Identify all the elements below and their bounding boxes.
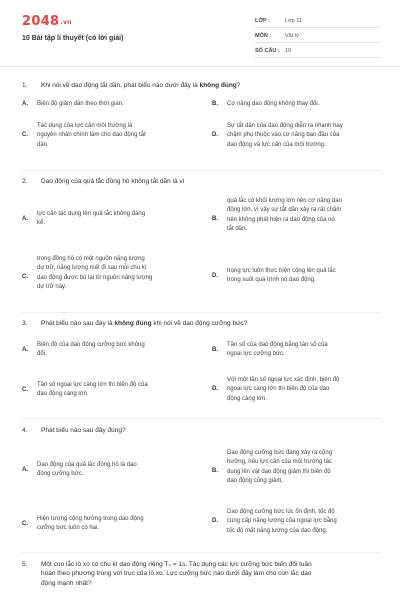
option-label: C.: [22, 521, 28, 527]
option-text: Biên độ của dao động cưỡng bức không đổi.: [37, 342, 145, 358]
option-1d[interactable]: [212, 122, 387, 152]
option-label: B.: [212, 216, 218, 222]
option-text: Dao động của quả lắc đồng hồ là dao động cưỡng bức.: [37, 462, 137, 478]
question-number: 5.: [22, 561, 28, 568]
document-title: 10 Bài tập lí thuyết (có lời giải): [22, 35, 124, 42]
option-text: Hiện tượng cộng hưởng trong dao động cưỡng bức luôn có hại.: [37, 516, 144, 532]
question-text: Một con lắc lò xo có chu kì dao động riêng T₀ = 1s. Tác dụng các lực cưỡng bức biến đổi tuần hoàn theo phương trùng với trục của lò xo. Lực cưỡng bức nào dưới đây làm cho con lắc dao động mạnh nhất?: [41, 561, 312, 587]
option-text: quả lắc có khối lượng lớn nên cơ năng dao động lớn, vì vậy sự tắt dần xảy ra rất chậm nên không phát hiện ra dao động của nó tắt dần.: [227, 198, 342, 232]
page-header: [0, 0, 400, 64]
option-text: Tần số ngoại lực càng lớn thì biên độ của dao động càng lớn.: [37, 382, 148, 398]
option-4a[interactable]: [22, 461, 202, 481]
option-label: C.: [22, 387, 28, 393]
meta-subject-label: MÔN :: [255, 33, 272, 39]
option-text: Biên độ giảm dần theo thời gian.: [37, 101, 124, 107]
question-divider: [22, 170, 382, 171]
header-divider: [0, 66, 400, 67]
question-text: Khi nói về dao động tắt dần, phát biểu nào dưới đây là không đúng?: [41, 82, 241, 89]
question-text: Phát biểu nào sau đây đúng?: [41, 427, 126, 434]
option-text: Tác dụng của lực cản môi trường là nguyên nhân chính làm cho dao động tắt dần.: [37, 123, 146, 148]
option-text: Sự tắt dần của dao động diễn ra nhanh hay chậm phụ thuộc vào cơ năng ban đầu của dao động và lực cản của môi trường.: [227, 123, 343, 148]
logo-sub: .vn: [60, 19, 72, 26]
question-divider: [22, 418, 382, 419]
option-label: B.: [212, 347, 218, 353]
site-logo[interactable]: [22, 14, 72, 29]
option-text: Dao động cưỡng bức đang xảy ra cộng hưởng, nếu lực cản của môi trường tác dụng lên vật dao động giảm thì biên độ dao động cũng giảm.: [227, 450, 333, 484]
meta-subject: [255, 29, 380, 43]
option-text: Với một tần số ngoại lực xác định, biên độ ngoại lực càng lớn thì biên độ của dao động càng lớn.: [227, 377, 340, 402]
question-divider: [22, 312, 382, 313]
option-3b[interactable]: [212, 341, 387, 361]
option-label: C.: [22, 132, 28, 138]
option-3d[interactable]: [212, 376, 387, 406]
question-number: 4.: [22, 427, 28, 434]
question-number: 2.: [22, 178, 28, 185]
option-1c[interactable]: [22, 122, 202, 152]
meta-count: [255, 44, 380, 58]
option-4c[interactable]: [22, 515, 202, 535]
option-label: A.: [22, 347, 28, 353]
option-text: Dao động cưỡng bức lúc ổn định, tốc độ cung cấp năng lượng của ngoại lực bằng tốc độ mất năng lượng của dao động.: [227, 509, 337, 534]
meta-grade-label: LỚP :: [255, 18, 270, 24]
meta-count-label: SỐ CÂU :: [255, 48, 280, 54]
logo-main: 2048: [22, 14, 60, 29]
option-label: A.: [22, 101, 28, 107]
meta-grade-value: Lớp 11: [285, 18, 302, 24]
option-4d[interactable]: [212, 508, 387, 538]
question-text: Phát biểu nào sau đây là không đúng khi nói về dao động cưỡng bức?: [41, 320, 248, 327]
option-text: Tần số của dao động bằng tần số của ngoại lực cưỡng bức.: [227, 342, 328, 358]
option-2b[interactable]: [212, 197, 387, 237]
option-2a[interactable]: [22, 210, 202, 230]
option-label: B.: [212, 101, 218, 107]
meta-subject-value: Vật lý: [285, 33, 299, 39]
option-label: A.: [22, 467, 28, 473]
question-number: 1.: [22, 82, 28, 89]
meta-count-value: 10: [285, 48, 292, 54]
option-text: lực cản tác dụng lên quả lắc không đáng kể.: [37, 211, 146, 227]
option-label: B.: [212, 468, 218, 474]
option-label: D.: [212, 518, 218, 524]
option-label: A.: [22, 216, 28, 222]
option-label: D.: [212, 386, 218, 392]
option-text: trọng lực luôn thực hiện công lên quả lắc trong suốt quá trình nó dao động.: [227, 268, 336, 284]
option-2c[interactable]: [22, 255, 202, 295]
option-3c[interactable]: [22, 381, 202, 401]
option-text: trong đồng hồ có một nguồn năng lượng dự trữ, năng lượng mất đi sau mỗi chu kì dao động được bù lại từ nguồn năng lượng dự trữ này.: [37, 256, 153, 290]
option-text: Cơ năng dao động không thay đổi.: [227, 101, 320, 107]
meta-grade: [255, 14, 380, 28]
question-number: 3.: [22, 320, 28, 327]
option-label: C.: [22, 274, 28, 280]
option-4b[interactable]: [212, 449, 387, 489]
question-divider: [22, 552, 382, 553]
option-label: D.: [212, 273, 218, 279]
option-2d[interactable]: [212, 267, 387, 287]
option-3a[interactable]: [22, 341, 202, 361]
option-label: D.: [212, 132, 218, 138]
question-text: Dao động của quả lắc đồng hồ không tắt dần là vì: [41, 178, 185, 185]
